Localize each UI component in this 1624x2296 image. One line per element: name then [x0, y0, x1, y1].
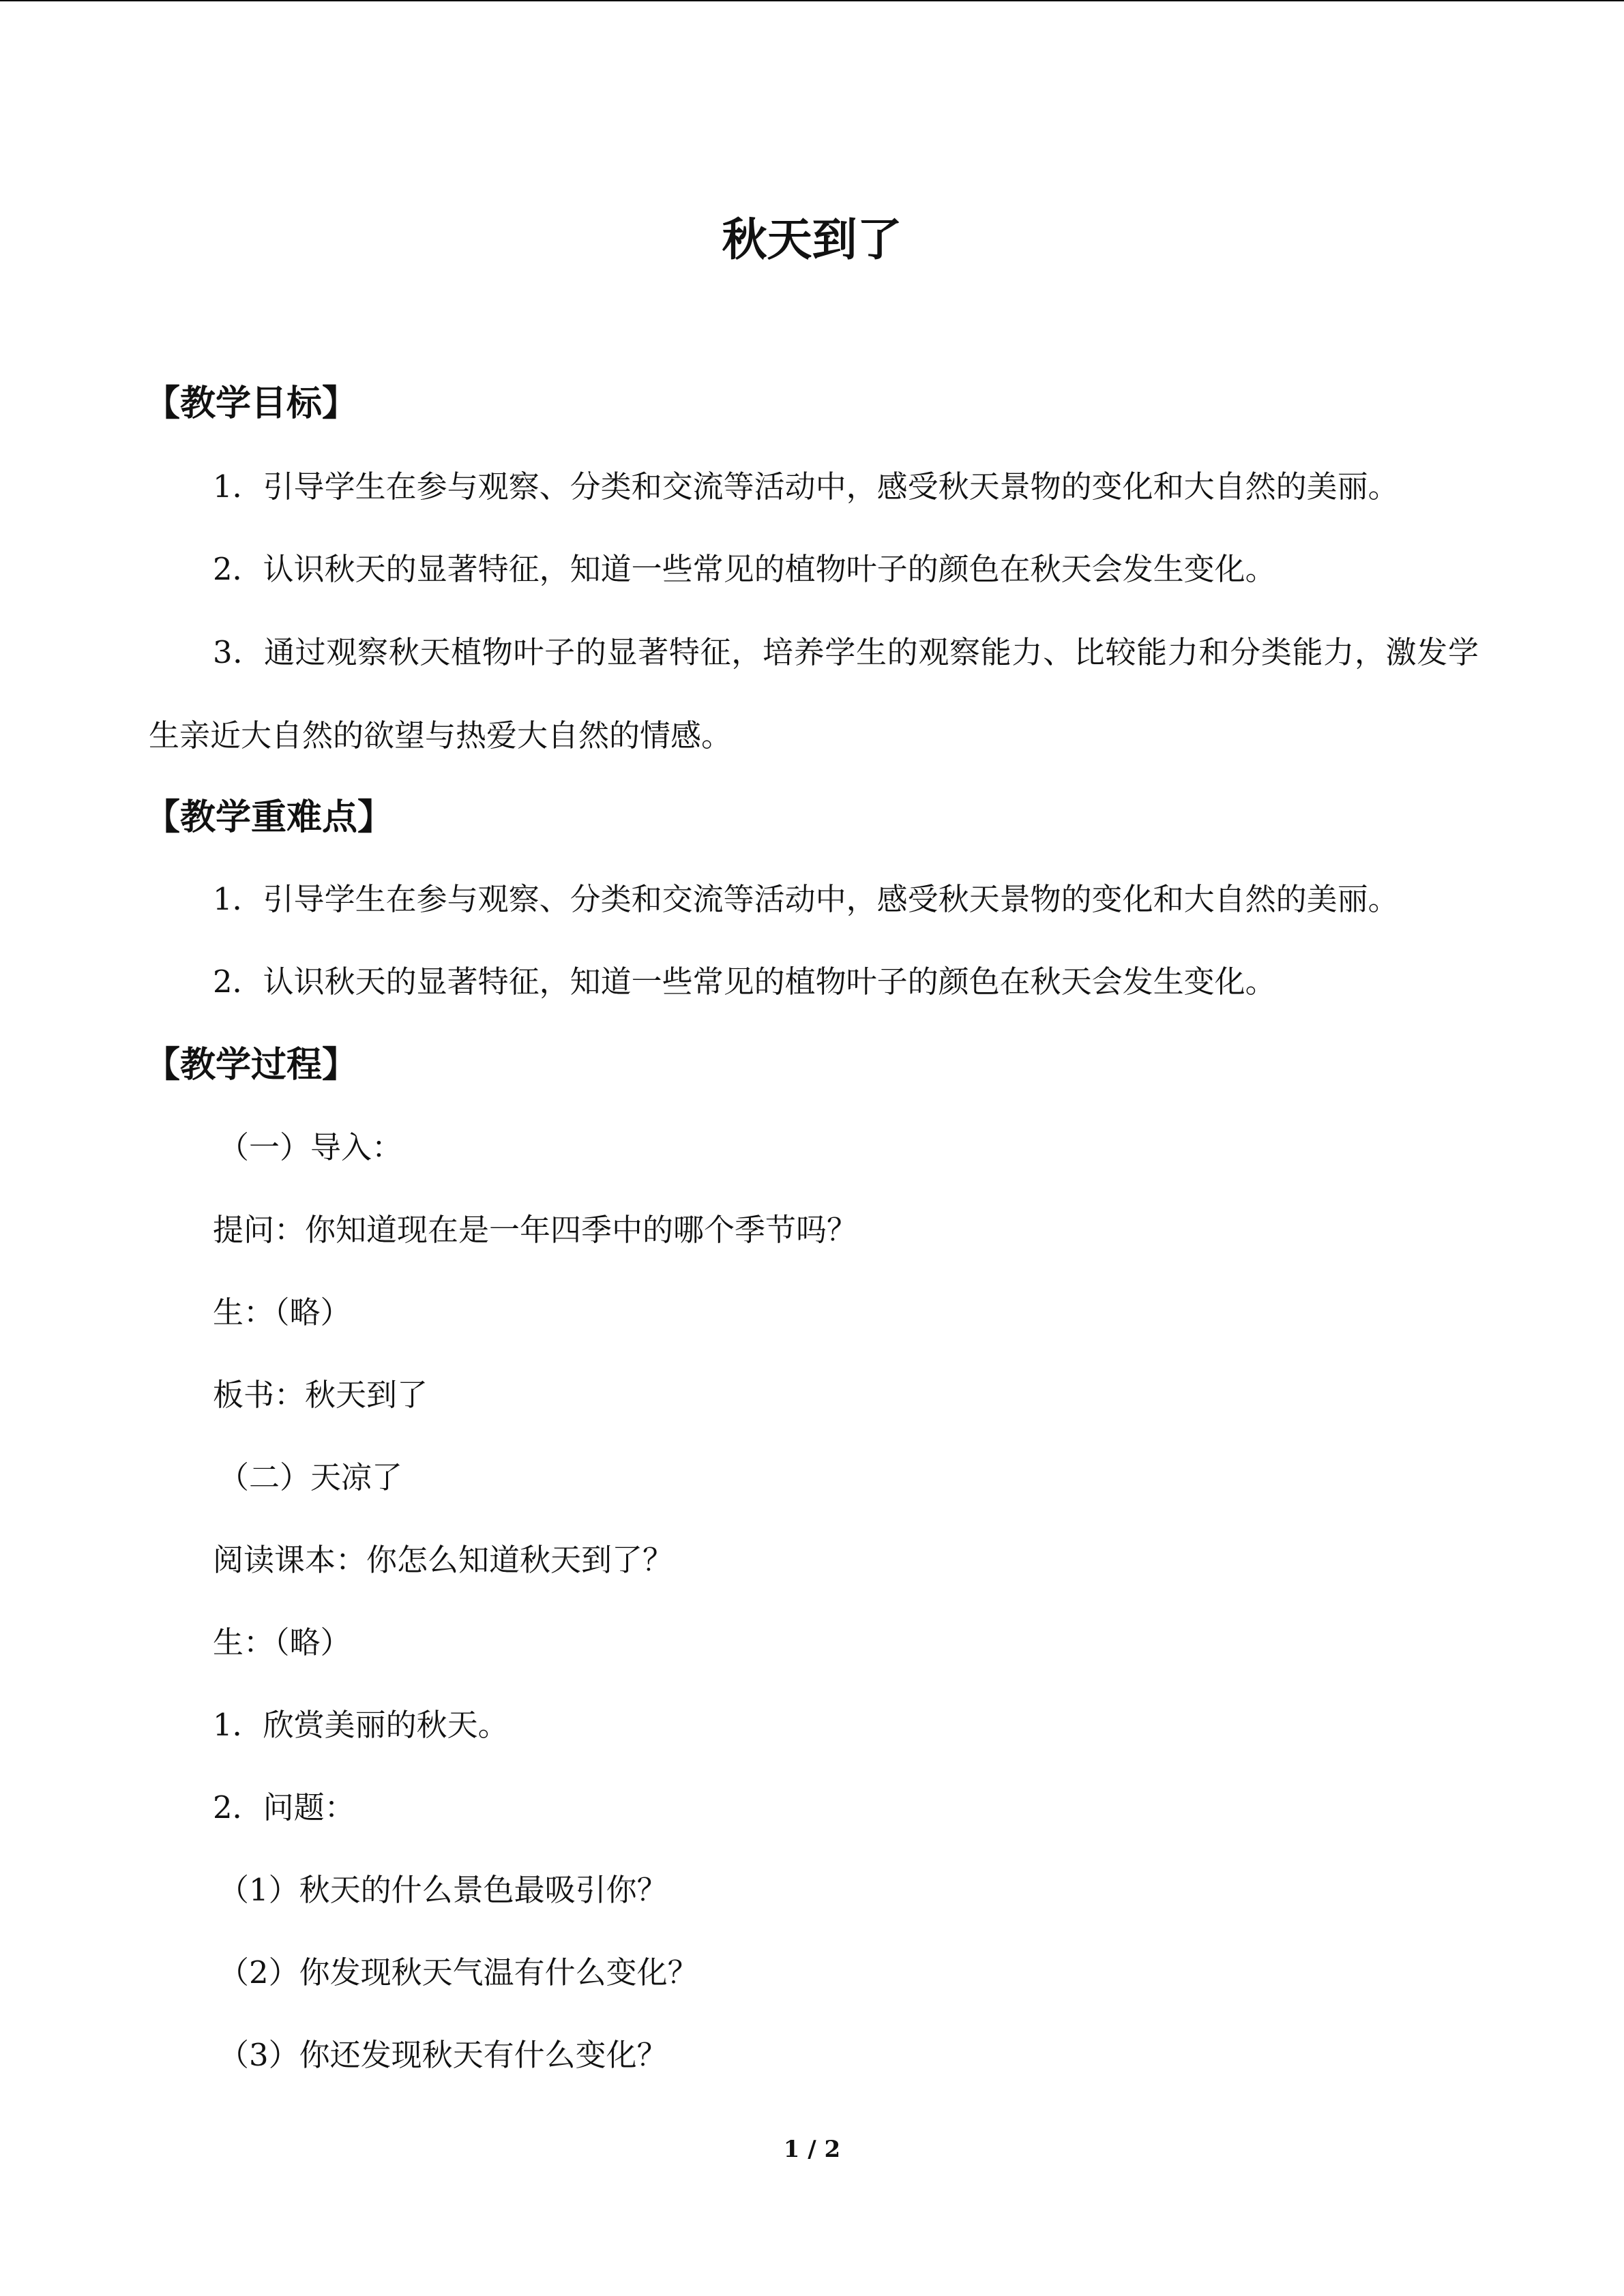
document-title: 秋天到了 [722, 213, 902, 266]
process-line-10: （1）秋天的什么景色最吸引你？ [218, 1872, 668, 1908]
section-heading-process: 【教学过程】 [145, 1045, 358, 1086]
process-line-8: 1．欣赏美丽的秋天。 [213, 1707, 509, 1743]
section-heading-goals: 【教学目标】 [145, 383, 358, 424]
process-line-7: 生：（略） [213, 1624, 351, 1660]
process-line-2: 提问：你知道现在是一年四季中的哪个季节吗？ [213, 1212, 858, 1248]
section-heading-key-points: 【教学重难点】 [145, 797, 394, 838]
process-line-9: 2．问题： [213, 1789, 355, 1825]
key-point-item-1: 1．引导学生在参与观察、分类和交流等活动中，感受秋天景物的变化和大自然的美丽。 [213, 881, 1399, 917]
process-line-6: 阅读课本：你怎么知道秋天到了？ [213, 1542, 674, 1578]
key-point-item-2: 2．认识秋天的显著特征，知道一些常见的植物叶子的颜色在秋天会发生变化。 [213, 964, 1276, 1000]
goal-item-2: 2．认识秋天的显著特征，知道一些常见的植物叶子的颜色在秋天会发生变化。 [213, 551, 1276, 587]
process-line-12: （3）你还发现秋天有什么变化？ [218, 2037, 668, 2073]
goal-item-3: 3．通过观察秋天植物叶子的显著特征，培养学生的观察能力、比较能力和分类能力，激发学生亲近大自然的欲望与热爱大自然的情感。 [149, 634, 1479, 754]
page-number: 1 / 2 [783, 2136, 841, 2163]
process-line-4: 板书：秋天到了 [213, 1377, 428, 1413]
goal-item-1: 1．引导学生在参与观察、分类和交流等活动中，感受秋天景物的变化和大自然的美丽。 [213, 468, 1399, 505]
process-line-3: 生：（略） [213, 1294, 351, 1330]
process-line-1: （一）导入： [218, 1129, 403, 1165]
process-line-5: （二）天凉了 [218, 1459, 403, 1495]
process-line-11: （2）你发现秋天气温有什么变化？ [218, 1954, 698, 1991]
